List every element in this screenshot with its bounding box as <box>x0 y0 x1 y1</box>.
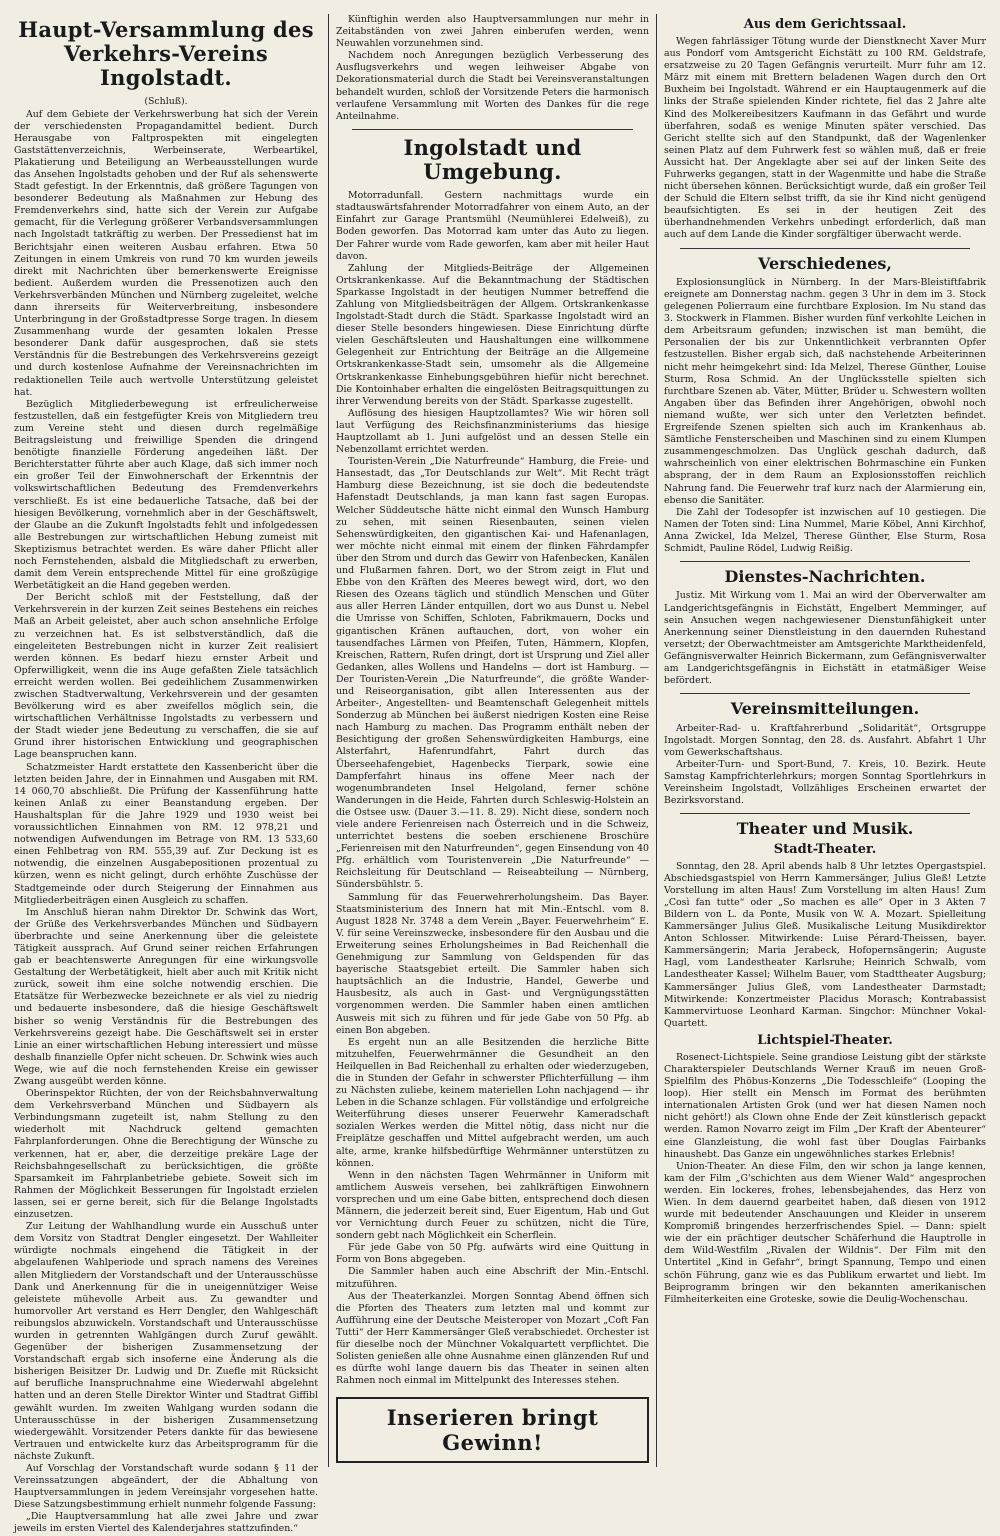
article-subtitle: (Schluß). <box>144 96 188 108</box>
paragraph: Wenn in den nächsten Tagen Wehrmänner in Uniform mit amtlichem Ausweis versehen, bei zahlkräftigen Einwohnern vorsprechen und um eine Gabe bitten, entsprechend doch diesen Männern, die jederzeit bereit sind, Euer Eigentum, Hab und Gut vor Vernichtung durch Feuer zu schützen, nicht die Türe, sondern gebt nach Möglichkeit ein Scherflein. <box>336 1169 649 1242</box>
column-middle <box>336 14 649 1467</box>
paragraph: Arbeiter-Turn- und Sport-Bund, 7. Kreis, 10. Bezirk. Heute Samstag Kampfrichterlehrkurs; morgen Sonntag Sportlehrkurs in Vereinsheim Ingolstadt, Vollzähliges Erscheinen erwartet der Bezirksvorstand. <box>664 758 986 807</box>
paragraph: Oberinspektor Rüchten, der von der Reichsbahnverwaltung dem Verkehrsverband München und Südbayern als Verbindungsmann zugeteilt ist, nahm Stellung zu den wiederholt mit Nachdruck geltend gemachten Fahrplanforderungen. Ohne die Berechtigung der Wünsche zu verkennen, hat er, aber, die derzeitige prekäre Lage der Reichsbahngesellschaft zu berücksichtigen, die größte Sparsamkeit im Fahrplanbetriebe gebiete. Soweit sich im Rahmen der Möglichkeit Besserungen für Ingolstadt erzielen lassen, sei er gerne bereit, sich für die Belange Ingolstadts einzusetzen. <box>14 1088 318 1221</box>
news-feuerwehr: Sammlung für das Feuerwehrerholungsheim. Das Bayer. Staatsministerium des Innern hat mit Min.-Entschl. vom 8. August 1828 Nr. 3748 a dem Verein „Bayer. Feuerwehrheim“ E. V. für seine Vereinszwecke, insbesondere für den Ausbau und die Erweiterung seines Erholungsheimes in Bad Reichenhall die Genehmigung zur Sammlung von Geldspenden für das bayerische Staatsgebiet erteilt. Die Sammler haben sich hauptsächlich an die Industrie, Handel, Gewerbe und Hausbesitz, als auch in Gast- und Vergnügungsstätten vorgenommen werden. Die Sammler haben einen amtlichen Ausweis mit sich zu führen und für jede Gabe von 50 Pfg. ab einen Bon abgeben. <box>336 891 649 1036</box>
section-title-vereinsmitteilungen: Vereinsmitteilungen. <box>730 699 920 719</box>
divider <box>680 693 970 694</box>
news-naturfreunde: Touristen-Verein „Die Naturfreunde“ Hamburg, die Freie- und Hansestadt, das „Tor Deutschlands zur Welt“. Mit Recht trägt Hamburg diese Bezeichnung, ist sie doch die bedeutendste Hafenstadt Deutschlands, ja man kann fast sagen Europas. Welcher Süddeutsche hätte nicht einmal den Wunsch Hamburg zu sehen, mit seinen Riesenbauten, seinen vielen Sehenswürdigkeiten, den gigantischen Kai- und Hafenanlagen, wer möchte nicht einmal mit einem der flinken Fährdampfer über den Strom und durch das Gewirr von Hafenbecken, Kanälen und Flußarmen fahren. Dort, wo der Strom zeigt in Flut und Ebbe von den Kräften des Meeres bewegt wird, dort, wo den Riesen des Ozeans täglich und stündlich Menschen und Güter aus aller Herren Länder entquillen, dort wo aus Dunst u. Nebel die Umrisse von Schiffen, Schloten, Fabrikmauern, Docks und gigantischen Kränen auftauchen, dort, von woher ein tausendfaches Lärmen von Pfeifen, Tuten, Hämmern, Klopfen, Kreischen, Rattern, Rufen dringt, dort ist Ursprung und Ziel aller Gedanken, alles Wollens und Handelns — dort ist Hamburg. — Der Touristen-Verein „Die Naturfreunde“, die größte Wander- und Reiseorganisation, gibt allen Interessenten aus der Arbeiter-, Angestellten- und Beamtenschaft Gelegenheit mittels Sonderzug ab München bei äußerst niedrigen Kosten eine Reise nach Hamburg zu machen. Das Programm enthält neben der Besichtigung der großen Sehenswürdigkeiten Hamburgs, eine Alsterfahrt, Hafenrundfahrt, Fahrt durch das Überseehafengebiet, Hagenbecks Tierpark, sowie eine Dampferfahrt hinaus ins offene Meer nach der wogenumbrandeten Insel Helgoland, ferner schöne Wanderungen in die Heide, Fahrten durch Schleswig-Holstein an die Ostsee usw. (Dauer 3.—11. 8. 29). Nicht diese, sondern noch viele andere Ferienreisen nach Österreich und in die Schweiz, unterrichtet bestens die soeben erschienene Broschüre „Ferienreisen mit den Naturfreunden“, gegen Einsendung von 40 Pfg. erhältlich vom Touristenverein „Die Naturfreunde“ — Reichsleitung für Deutschland — Reiseabteilung — Nürnberg, Sündersbühlstr. 5. <box>336 456 649 891</box>
paragraph: Der Bericht schloß mit der Feststellung, daß der Verkehrsverein in der kurzen Zeit seines Bestehens ein reiches Maß an Arbeit geleistet, aber auch schon ansehnliche Erfolge zu verzeichnen hat. Es ist selbstverständlich, daß die eingeleiteten Bestrebungen nicht in kurzer Zeit realisiert werden können. Es bedarf hiezu ernster Arbeit und Opferwilligkeit, wenn die ins Auge gefaßten Ziele tatsächlich erreicht werden wollen. Bei gedeihlichem Zusammenwirken zwischen Stadtverwaltung, Verkehrsverein und der gesamten Bevölkerung wird es aber zweifellos möglich sein, die wirtschaftlichen Verhältnisse Ingolstadts zu verbessern und der Stadt wieder jene Bedeutung zu verschaffen, die sie auf Grund ihrer historischen Entwicklung und geographischen Lage beanspruchen kann. <box>14 592 318 761</box>
paragraph: Künftighin werden also Hauptversammlungen nur mehr in Zeitabständen von zwei Jahren einberufen werden, wenn Neuwahlen vorzunehmen sind. <box>336 14 649 50</box>
paragraph: Bezüglich Mitgliederbewegung ist erfreulicherweise festzustellen, daß ein festgefügter Kreis von Mitgliedern treu zum Vereine steht und diesen durch regelmäßige Beitragsleistung und freiwillige Spenden die dringend benötigte finanzielle Förderung angedeihen läßt. Der Berichterstatter führte aber auch Klage, daß sich immer noch ein großer Teil der Einwohnerschaft der Erkenntnis der volkswirtschaftlichen Bedeutung des Fremdenverkehrs verschließt. Es ist eine bedauerliche Tatsache, daß bei der hiesigen Bevölkerung, vornehmlich aber in der Geschäftswelt, der Glaube an die Zukunft Ingolstadts fehlt und infolgedessen alle Bestrebungen zur wirtschaftlichen Hebung zumeist mit Skeptizismus betrachtet werden. Es wäre daher Pflicht aller noch Fernstehenden, alsbald die Mitgliedschaft zu erwerben, damit dem Verein entsprechende Mittel für eine großzügige Werbetätigkeit an die Hand gegeben werden. <box>14 398 318 592</box>
divider <box>680 813 970 814</box>
column-left <box>14 14 318 1535</box>
paragraph: Justiz. Mit Wirkung vom 1. Mai an wird der Oberverwalter am Landgerichtsgefängnis in Eichstätt, Engelbert Memminger, auf sein Ansuchen wegen nachgewiesener Dienstunfähigkeit unter Anerkennung seiner Dienstleistung in den dauernden Ruhestand versetzt; der Oberwachtmeister am Amtsgerichte Marktheidenfeld, Gefängnisverwalter Heinrich Bickermann, zum Gefängnisverwalter am Landgerichtsgefängnis in Eichstätt in etatmäßiger Weise befördert. <box>664 590 986 687</box>
column-right <box>664 14 986 1467</box>
paragraph: Auf dem Gebiete der Verkehrswerbung hat sich der Verein der verschiedensten Propagandamittel bedient. Durch Herausgabe von Faltprospekten mit eingelegten Gaststättenverzeichnis, Werbeinserate, Werbeartikel, Plakatierung und Beteiligung an Werbeausstellungen wurde das Ansehen Ingolstadts gehoben und der Ruf als sehenswerte Stadt gefestigt. In der Erkenntnis, daß größere Tagungen von besonderer Bedeutung als Maßnahmen zur Hebung des Fremdenverkehrs sind, hatte sich der Verein zur Aufgabe gemacht, für die Verlegung größerer Verbandsversammlungen nach Ingolstadt tatkräftig zu werben. Der Pressedienst hat im Berichtsjahr einen weiteren Ausbau erfahren. Etwa 50 Zeitungen in einem Umkreis von rund 70 km wurden jeweils direkt mit Nachrichten über bemerkenswerte Ereignisse bedient. Außerdem wurden die Pressenotizen auch den Verkehrsverbänden München und Nürnberg zugeleitet, welche dann ihrerseits für Weiterverbreitung, insbesondere Unterbringung in der Großstadtpresse Sorge tragen. In diesem Zusammenhang wurde der gesamten lokalen Presse besonderer Dank dafür ausgesprochen, daß sie stets Verständnis für die Bestrebungen des Verkehrsvereins gezeigt und durch kostenlose Aufnahme der Vereinsnachrichten im redaktionellen Teile auch wertvolle Unterstützung geleistet hat. <box>14 108 318 398</box>
subsection-stadt-theater: Stadt-Theater. <box>773 841 877 857</box>
section-title-ingolstadt: Ingolstadt und Umgebung. <box>403 134 582 184</box>
divider <box>352 129 633 130</box>
paragraph: Es ergeht nun an alle Besitzenden die herzliche Bitte mitzuhelfen, Feuerwehrmänner die Gesundheit an den Heilquellen in Bad Reichenhall zu erhalten oder wiederzugeben, die in Stunden der Gefahr in schwerster Pflichterfüllung — ihm zu Nächsten zuliebe, keinem materiellen Lohn nachjagend — ihr Leben in die Schanze schlagen. Für vollständige und erfolgreiche Weiterführung dieses unserer Feuerwehr Kameradschaft sozialen Werkes werden die Mittel nötig, dass nicht nur die Freiplätze geschaffen und Mittel aufgebracht werden, um auch alte, arme, kranke hilfsbedürftige Wehrmänner unterstützen zu können. <box>336 1036 649 1169</box>
article-title-verkehrsverein: Haupt-Versammlung des Verkehrs-Vereins Ingolstadt. <box>18 17 314 91</box>
paragraph: Rosenect-Lichtspiele. Seine grandiose Leistung gibt der stärkste Charakterspieler Deutschlands Werner Krauß im neuen Groß-Spielfilm des Phöbus-Konzerns „Die Todesschleife“ (Looping the loop). Hier stellt ein Mensch im Format des berühmten internationalen Artisten Grok (und wer hat diesen Namen noch nicht gehört!) als Clown ohne Ende der Zeit künstlerisch gepackt werden. Ramon Novarro zeigt im Film „Der Kraft der Abenteurer“ eine Glanzleistung, die wohl fast über Douglas Fairbanks hinaushebt. Das Ganze ein ungewöhnliches starkes Erlebnis! <box>664 1051 986 1160</box>
section-title-theater-musik: Theater und Musik. <box>736 819 914 839</box>
paragraph: Wegen fahrlässiger Tötung wurde der Dienstknecht Xaver Murr aus Pondorf vom Amtsgericht Eichstätt zu 100 RM. Geldstrafe, ersatzweise zu 20 Tagen Gefängnis verurteilt. Murr fuhr am 12. März mit einem mit Brettern beladenen Wagen durch den Ort Buxheim bei Ingolstadt. Während er ein Hauptaugenmerk auf die links der Straße spielenden Kinder richtete, fiel das 2 Jahre alte Kind des Molkereibesitzers Kaufmann in das Gefährt und wurde überfahren, sodaß es wenige Minuten später verschied. Das Gericht stellte sich auf den Standpunkt, daß der Wagenlenker seinen Platz auf dem Fuhrwerk fest so wählen muß, daß er freie Aussicht hat. Der Angeklagte aber sei auf der linken Seite des Fuhrwerks gegangen, statt in der Wagenmitte und habe die Straße nicht übersehen können. Berücksichtigt wurde, daß ein großer Teil der Schuld die Eltern selbst trifft, da sie ihr Kind nicht genügend beaufsichtigten. Es sei in der heutigen Zeit des überhandnehmenden Verkehrs unbedingt erforderlich, daß man auch auf dem Lande die Kinder sorgfältiger überwacht werde. <box>664 35 986 241</box>
subsection-lichtspiel-theater: Lichtspiel-Theater. <box>757 1032 893 1048</box>
paragraph: Explosionsunglück in Nürnberg. In der Mars-Bleistiftfabrik ereignete am Donnerstag nachm. gegen 3 Uhr in dem im 3. Stock gelegenen Polierraum eine furchtbare Explosion. Im Nu stand das 3. Stockwerk in Flammen. Bisher wurden fünf verkohlte Leichen in dem Arbeitsraum gefunden; inzwischen ist man bemüht, die Personalien der bis zur Unkenntlichkeit verbrannten Opfer festzustellen. Bisher ergab sich, daß nachstehende Arbeiterinnen nicht mehr heimgekehrt sind: Ida Melzel, Therese Günther, Louise Sturm, Rosa Schmid. An der Unglücksstelle spielten sich furchtbare Szenen ab. Väter, Mütter, Brüder u. Schwestern wollten Angaben über das Befinden ihrer Angehörigen, obwohl noch niemand wußte, wer sich unter den Verletzten befindet. Ergreifende Szenen spielten sich auch im Krankenhaus ab. Sämtliche Fensterscheiben und Maschinen sind zu einem Klumpen zusammengeschmolzen. Das Unglück geschah dadurch, daß wahrscheinlich von einer elektrischen Bohrmaschine ein Funken absprang, der in dem Raum an Explosionsstoffen reichlich Nahrung fand. Die Feuerwehr traf kurz nach der Alarmierung ein, ebenso die Sanitäter. <box>664 276 986 506</box>
news-theaterkanzlei: Aus der Theaterkanzlei. Morgen Sonntag Abend öffnen sich die Pforten des Theaters zum letzten mal und kommt zur Aufführung eine der Deutsche Meisteroper von Mozart „Coft Fan Tutti“ der Herr Kammersänger Gleß verabschiedet. Orchester ist für dieselbe noch der Münchner Vokalquartett verpflichtet. Die Solisten genießen alle ohne Ausnahme einen glänzenden Ruf und es dürfte wohl lange dauern bis das Theater in seinen alten Rahmen noch einmal im Mittelpunkt des Interesses stehen. <box>336 1290 649 1387</box>
news-ortskrankenkasse: Zahlung der Mitglieds-Beiträge der Allgemeinen Ortskrankenkasse. Auf die Bekanntmachung der Städtischen Sparkasse Ingolstadt in der heutigen Nummer betreffend die Zahlung von Mitgliedsbeiträgen der Allgem. Ortskrankenkasse Ingolstadt-Stadt durch die Städt. Sparkasse Ingolstadt wird an dieser Stelle besonders hingewiesen. Diese Einrichtung dürfte vielen Geschäftsleuten und Haushaltungen eine willkommene Gelegenheit zur Entrichtung der Beiträge an die Allgemeine Ortskrankenkasse-Stadt sein, umsomehr als die Allgemeine Ortskrankenkasse Einhebungsgebühren hiefür nicht berechnet. Die Kontoinhaber erhalten die eingelösten Beitragsquittungen zu ihrer Verwendung bereits von der Städt. Sparkasse zugestellt. <box>336 262 649 407</box>
paragraph: Union-Theater. An diese Film, den wir schon ja lange kennen, kam der Film „G'schichten aus dem Wiener Wald“ angesprochen werden. Ein lockeres, frohes, lebensbejahendes, das Herz von Wien. In dem dauernd gearbeitet haben, daß diesen von 1912 wurde mit bedeutender Anschauungen und Kleider in unserem Kompromiß bringendes herzerfrischendes Spiel. — Dann: spielt wie der ein prächtiger deutscher Schäferhund die Hauptrolle in dem Wild-Westfilm „Rivalen der Wildnis“. Der Film mit den Untertitel „Kind in Gefahr“, bringt Spannung, Tempo und einen schön Führung, ganz wie es das Publikum erwartet und liebt. Im Beiprogramm bringen wir den bekannten amerikanischen Filmheiterkeiten eine Groteske, sowie die Deulig-Wochenschau. <box>664 1160 986 1305</box>
divider <box>680 248 970 249</box>
paragraph: Auf Vorschlag der Vorstandschaft wurde sodann § 11 der Vereinssatzungen abgeändert, der die Abhaltung von Hauptversammlungen in jedem Vereinsjahr vorgesehen hatte. Diese Satzungsbestimmung erhielt nunmehr folgende Fassung: <box>14 1463 318 1511</box>
column-rule <box>328 14 329 1467</box>
news-motorradunfall: Motorradunfall. Gestern nachmittags wurde ein stadtauswärtsfahrender Motorradfahrer von einem Auto, an der Einfahrt zur Garage Prantsmühl (Neumühlerei Edelweiß), zu Boden geworfen. Das Motorrad kam unter das Auto zu liegen. Der Fahrer wurde vom Rade geworfen, kam aber mit heiler Haut davon. <box>336 190 649 262</box>
section-title-verschiedenes: Verschiedenes, <box>758 253 892 273</box>
news-hauptzollamt: Auflösung des hiesigen Hauptzollamtes? Wie wir hören soll laut Verfügung des Reichsfinanzministeriums das hiesige Hauptzollamt ab 1. Juni aufgelöst und an dessen Stelle ein Nebenzollamt errichtet werden. <box>336 407 649 456</box>
paragraph: Die Zahl der Todesopfer ist inzwischen auf 10 gestiegen. Die Namen der Toten sind: Lina Nummel, Marie Köbel, Anni Kirchhof, Anna Zwickel, Ida Melzel, Therese Günther, Else Sturm, Rosa Schmidt, Pauline Rödel, Ludwig Reißig. <box>664 506 986 554</box>
advertisement-box: Inserieren bringt Gewinn! <box>336 1397 649 1463</box>
paragraph: Arbeiter-Rad- u. Kraftfahrerbund „Solidarität“, Ortsgruppe Ingolstadt. Morgen Sonntag, den 28. ds. Ausfahrt. Abfahrt 1 Uhr vom Gewerkschaftshaus. <box>664 722 986 758</box>
paragraph: Nachdem noch Anregungen bezüglich Verbesserung des Ausflugsverkehrs und wegen leihweiser Abgabe von Dekorationsmaterial durch die Stadt bei Vereinsveranstaltungen behandelt wurden, schloß der Vorsitzende Peters die harmonisch verlaufene Versammlung mit Worten des Dankes für die rege Anteilnahme. <box>336 50 649 122</box>
paragraph: Zur Leitung der Wahlhandlung wurde ein Ausschuß unter dem Vorsitz von Stadtrat Dengler eingesetzt. Der Wahlleiter würdigte nochmals eingehend die Tätigkeit in der abgelaufenen Wahlperiode und sprach namens des Vereines allen Mitgliedern der Vorstandschaft und der Unterausschüsse Dank und Anerkennung für die in uneigennütziger Weise geleistete mühevolle Arbeit aus. Zu gewandter und humorvoller Art verstand es Herr Dengler, den Wahlgeschäft reibungslos abzuwickeln. Vorstandschaft und Unterausschüsse wurden in getrennten Wahlgängen durch Zuruf gewählt. Gegenüber der bisherigen Zusammensetzung der Vorstandschaft ergab sich insoferne eine Änderung als die bisherigen Beisitzer Dr. Ludwig und Dr. Zuefle mit Rücksicht auf berufliche Inanspruchnahme eine Wiederwahl abgelehnt hatten und an deren Stelle Direktor Winter und Stadtrat Giffibl gewählt wurden. Im zweiten Wahlgang wurden sodann die Unterausschüsse in der bisherigen Zusammensetzung wiedergewählt. Vorsitzender Peters dankte für das bewiesene Vertrauen und entwickelte kurz das Arbeitsprogramm für die nächste Zukunft. <box>14 1221 318 1462</box>
paragraph: Sonntag, den 28. April abends halb 8 Uhr letztes Opergastspiel. Abschiedsgastspiel von Herrn Kammersänger, Julius Gleß! Letzte Vorstellung im alten Haus! Zum Vorstellung im alten Haus! Zum „Così fan tutte“ oder „So machen es alle“ Oper in 3 Akten 7 Bildern von L. da Ponte, Musik von W. A. Mozart. Spielleitung Kammersänger Julius Gleß. Musikalische Leitung Musikdirektor Anton Schlosser. Mitwirkende: Luise Pérard-Theissen, bayer. Kammersängerin; Maria Jerabeck, Hofopernsängerin; Auguste Hagl, vom Landestheater Karlsruhe; Heinrich Schwalb, vom Landestheater Kassel; Wilhelm Bauer, vom Stadttheater Augsburg; Kammersänger Julius Gleß, vom Landestheater Darmstadt; Mitwirkende: Konzertmeister Placidus Morasch; Kontrabassist Kammervirtuose Leonhard Karman. Singchor: Münchner Vokal-Quartett. <box>664 860 986 1029</box>
section-title-gerichtssaal: Aus dem Gerichtssaal. <box>743 17 907 32</box>
paragraph: Für jede Gabe von 50 Pfg. aufwärts wird eine Quittung in Form von Bons abgegeben. <box>336 1242 649 1266</box>
paragraph: Die Sammler haben auch eine Abschrift der Min.-Entschl. mitzuführen. <box>336 1266 649 1290</box>
divider <box>680 561 970 562</box>
paragraph: „Die Hauptversammlung hat alle zwei Jahre und zwar jeweils im ersten Viertel des Kalenderjahres stattzufinden.“ <box>14 1511 318 1535</box>
paragraph: Im Anschluß hieran nahm Direktor Dr. Schwink das Wort, der Grüße des Verkehrsverbandes München und Südbayern überbrachte und seine Anerkennung über die geleistete Tätigkeit aussprach. Auf Grund seiner reichen Erfahrungen gab er beachtenswerte Anregungen für eine wirkungsvolle Gestaltung der Werbetätigkeit, hielt aber auch mit Kritik nicht zurück, soweit ihm eine solche notwendig erschien. Die Etatsätze für Werbezwecke bezeichnete er als viel zu niedrig und bedauerte insbesondere, daß die hiesige Geschäftswelt bisher so wenig Verständnis für die Bestrebungen des Verkehrsvereins gezeigt habe. Die Geschäftswelt sei in erster Linie an einer wirtschaftlichen Hebung interessiert und müsse deshalb finanzielle Opfer nicht scheuen. Dr. Schwink wies auch Wege, wie auf die noch fernstehenden Kreise ein gewisser Zwang ausgeübt werden könne. <box>14 906 318 1088</box>
section-title-dienstes-nachrichten: Dienstes-Nachrichten. <box>724 567 926 587</box>
paragraph: Schatzmeister Hardt erstattete den Kassenbericht über die letzten beiden Jahre, der in Einnahmen und Ausgaben mit RM. 14 060,70 abschließt. Die Prüfung der Kassenführung hatte keinen Anlaß zu einer Beanstandung ergeben. Der Haushaltsplan für die Jahre 1929 und 1930 weist bei voraussichtlichen Einnahmen von RM. 12 978,21 und notwendigen Aufwendungen im Betrage von RM. 13 533,60 einen Fehlbetrag von RM. 555,39 auf. Zur Deckung ist es notwendig, die einzelnen Ausgabepositionen prozentual zu kürzen, wenn es nicht gelingt, durch erhöhte Zuschüsse der Stadtgemeinde oder durch Steigerung der Einnahmen aus Mitgliederbeiträgen einen Ausgleich zu schaffen. <box>14 761 318 906</box>
column-rule <box>656 14 657 1467</box>
